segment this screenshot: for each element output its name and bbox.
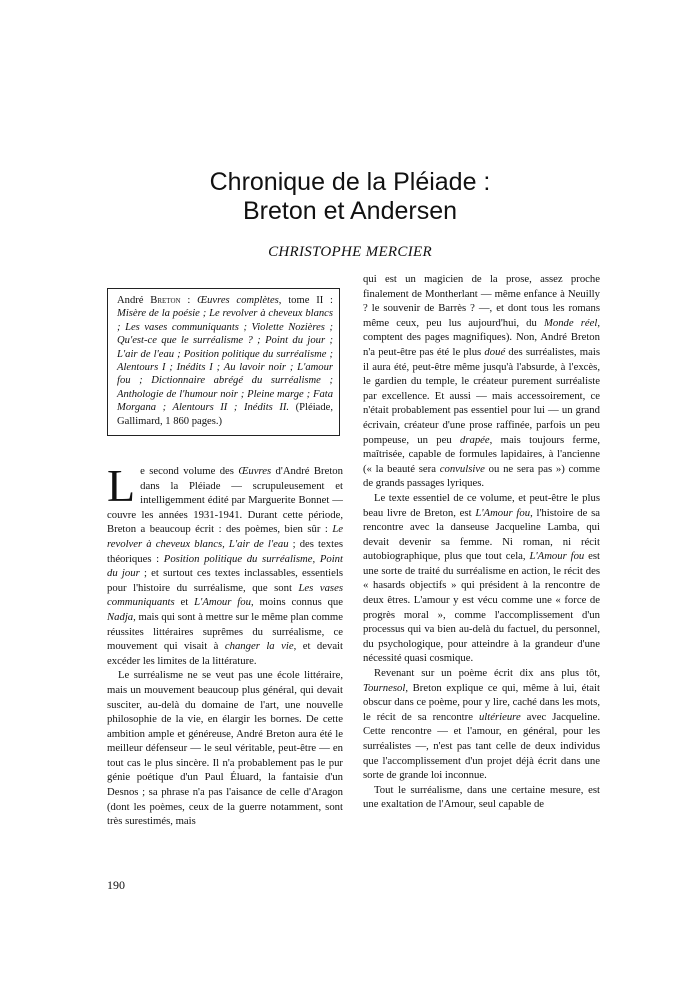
- text-run: Le revolver à cheveux blancs, L'air de l'eau: [107, 523, 343, 550]
- right-paragraph-4: Tout le surréalisme, dans une certaine mesure, est une exaltation de l'Amour, seul capable de: [363, 783, 600, 811]
- text-run: L'Amour fou: [529, 550, 585, 563]
- text-run: ultérieure: [478, 710, 521, 723]
- title-line-1: Chronique de la Pléiade :: [209, 168, 491, 196]
- ref-work-title: Œuvres complètes: [197, 295, 279, 306]
- text-run: Nadja: [107, 610, 134, 623]
- article-title: [120, 168, 580, 226]
- right-paragraph-3: [363, 666, 600, 783]
- ref-contents: Misère de la poésie ; Le revolver à cheveux blancs ; Les vases communiquants ; Violette Nozières ; Qu'est-ce que le surréalisme ? ; Point du jour ; L'air de l'eau ; Position politique du surréalisme ; Alentours I ; Inédits I ; Au lavoir noir ; L'amour fou ; Dictionnaire abrégé du surréalisme ; Anthologie de l'humour noir ; Pleine marge ; Fata Morgana ; Alentours II ; Inédits II.: [117, 308, 333, 414]
- right-paragraph-2: [363, 491, 600, 666]
- text-run: , moins connus que: [250, 596, 344, 609]
- page-number: 190: [107, 878, 125, 892]
- text-run: drapée: [459, 433, 490, 446]
- text-run: , comptent des pages magnifiques). Non, André Breton n'a peut-être pas été le plus: [363, 316, 601, 358]
- title-line-2: Breton et Andersen: [242, 197, 458, 225]
- reference-box: [107, 288, 340, 436]
- left-paragraph-1: [107, 460, 344, 668]
- text-run: , l'histoire de sa rencontre avec la danseuse Jacqueline Lamba, qui devait devenir sa femme. Ni roman, ni récit autobiographique, plus que tout cela,: [363, 506, 600, 563]
- right-paragraph-1: [363, 272, 600, 491]
- text-run: avec Jacqueline. Cette rencontre — et l'amour, en général, pour les surréalistes —, n'est pas tant celle de deux individus que l'accomplissement d'un projet déjà écrit dans une sorte de grande loi inconnue.: [363, 710, 600, 782]
- text-run: Monde réel: [543, 316, 598, 329]
- text-run: , Breton explique ce qui, même à lui, était obscur dans ce poème, pour y lire, caché dans les mots, le récit de sa rencontre: [363, 681, 600, 723]
- ref-author-last: Breton: [150, 295, 181, 306]
- text-run: L'Amour fou: [194, 596, 251, 609]
- text-run: doué: [484, 345, 506, 358]
- text-run: Œuvres: [238, 465, 272, 477]
- text-run: est une sorte de traité du surréalisme en action, le récit des « hasards objectifs » qui président à la rencontre de deux êtres. L'amour y est vécu comme une « force de progrès moral », comme l'accomplissement d'un processus qui va bien au-delà du factuel, du personnel, du psychologique, pour atteindre à la grandeur d'une nécessité quasi cosmique.: [363, 550, 600, 665]
- text-run: , mais qui sont à mettre sur le même plan comme réussites littéraires suprêmes du surréalisme, ce mouvement qui visait à: [107, 610, 343, 653]
- drop-cap: L: [107, 460, 136, 511]
- ref-publisher: (Pléiade, Gallimard, 1 860 pages.): [117, 402, 333, 427]
- text-run: Position politique du surréalisme, Point du jour: [107, 552, 343, 580]
- text-run: Revenant sur un poème écrit dix ans plus tôt,: [374, 667, 600, 680]
- left-column: [107, 460, 344, 829]
- text-run: d'André Breton dans la Pléiade — scrupuleusement et intelligemment édité par Marguerite Bonnet — couvre les années 1931-1941. Durant cette période, Breton a beaucoup écrit : des poèmes, bien sûr :: [107, 465, 343, 536]
- text-run: Le texte essentiel de ce volume, et peut-être le plus beau livre de Breton, est: [363, 491, 600, 519]
- text-run: Tournesol: [363, 681, 406, 694]
- text-run: , et devait excéder les limites de la littérature.: [107, 640, 343, 667]
- text-run: , mais toujours ferme, maîtrisée, capable de formules lapidaires, à l'ancienne (« la beauté sera: [363, 433, 601, 475]
- ref-author-first: André: [117, 295, 144, 306]
- text-run: convulsive: [439, 462, 485, 475]
- text-run: et: [174, 596, 195, 609]
- text-run: Les vases communiquants: [107, 581, 343, 609]
- text-run: ; et surtout ces textes inclassables, essentiels pour l'histoire du surréalisme, que sont: [107, 567, 344, 594]
- ref-separator: :: [180, 295, 198, 306]
- text-run: qui est un magicien de la prose, assez proche finalement de Montherlant — même enfance à Neuilly ? le souvenir de Barrès ? —, et dont tous les romans même ceux, peu lus aujourd'hui, du: [363, 273, 600, 329]
- ref-volume: , tome II :: [278, 295, 333, 306]
- text-run: e second volume des: [140, 465, 239, 477]
- author-name: CHRISTOPHE MERCIER: [268, 244, 432, 260]
- text-run: ; des textes théoriques :: [107, 537, 343, 565]
- right-column: [363, 272, 600, 812]
- text-run: ou ne sera pas ») comme de grands passages lyriques.: [363, 462, 600, 490]
- text-run: L'Amour fou: [475, 506, 531, 519]
- text-run: des surréalistes, mais il aura été, peut-être même jusqu'à l'absurde, à l'excès, le gardien du temple, le créateur purement surréaliste par excellence. Et aussi — mais accessoirement, ce n'était probablement pas essentiel pour lui — un grand écrivain, créateur d'une prose raffinée, parfois un peu pompeuse, un peu: [363, 345, 600, 446]
- left-paragraph-2: Le surréalisme ne se veut pas une école littéraire, mais un mouvement beaucoup plus général, qui devait susciter, au-delà du domaine de l'art, une nouvelle philosophie de la vie, en élargir les bornes. De cette ambition ample et généreuse, André Breton aura été le meilleur défenseur — le seul véritable, peut-être — en tout cas le plus sincère. Il n'a probablement pas le pur génie poétique d'un Paul Éluard, la fantaisie d'un Desnos ; sa phrase n'a pas l'aisance de celle d'Aragon (dont les poèmes, ceux de la guerre notamment, sont très surestimés, mais: [107, 669, 343, 828]
- text-run: changer la vie: [224, 640, 294, 653]
